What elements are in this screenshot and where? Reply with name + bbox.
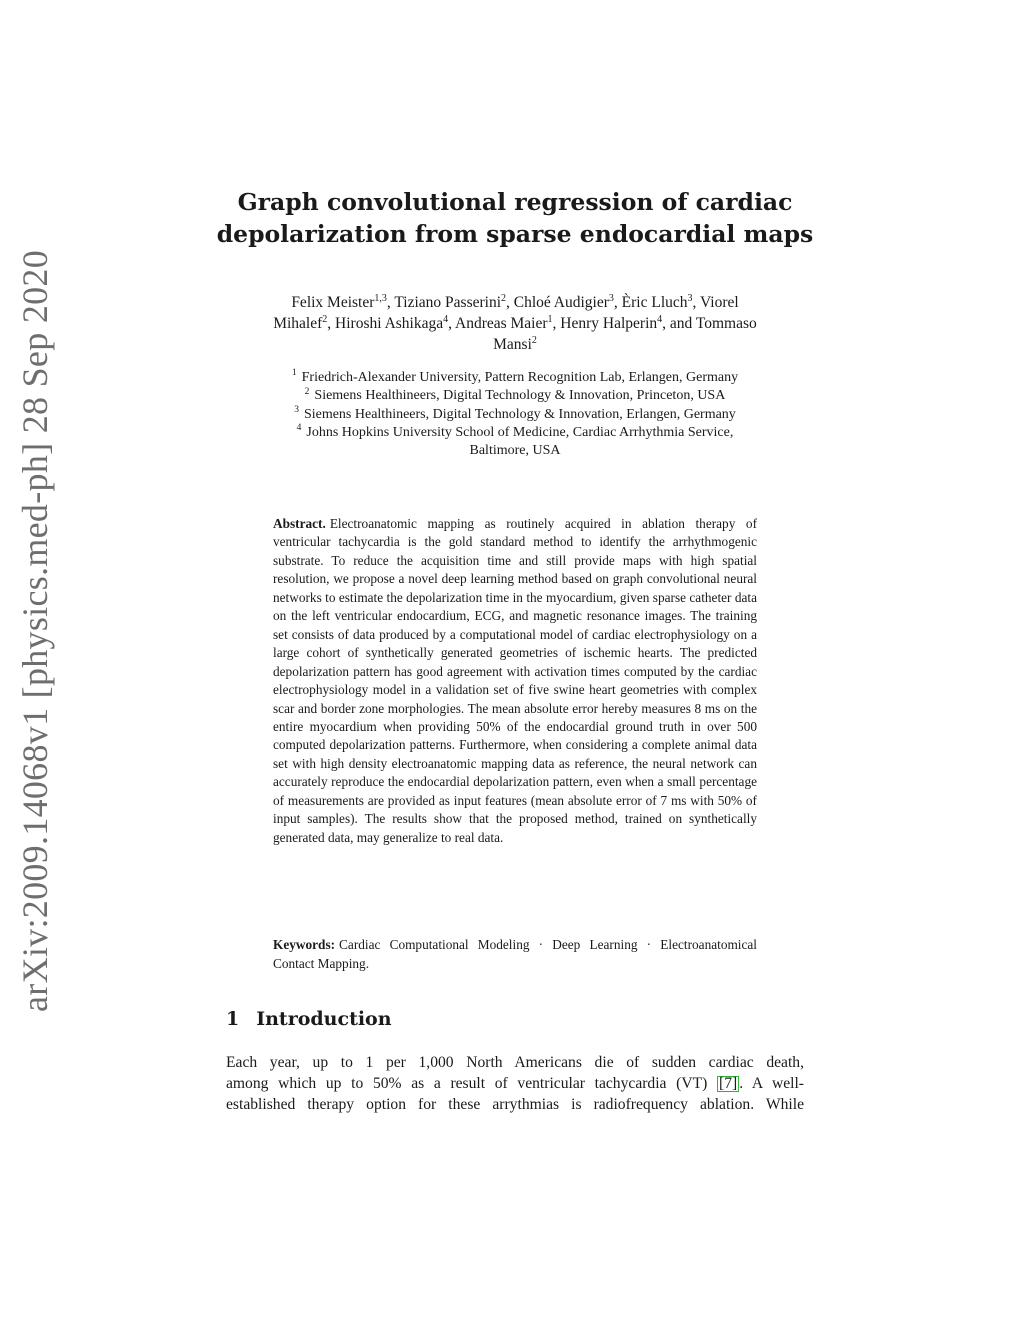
affiliation-list xyxy=(200,369,830,460)
author-name: , and Tommaso xyxy=(662,315,757,332)
author-name: , Tiziano Passerini xyxy=(386,294,502,311)
section-number: 1 xyxy=(226,1008,240,1030)
author-affil-mark: 3 xyxy=(608,292,614,304)
abstract-label: Abstract. xyxy=(273,516,326,531)
author-line xyxy=(200,313,830,334)
paper-title xyxy=(180,186,850,250)
body-line: established therapy option for these arrythmias is radiofrequency ablation. While xyxy=(226,1096,804,1113)
abstract xyxy=(273,515,757,847)
body-text: . A well- xyxy=(739,1075,805,1092)
affiliation-text: Johns Hopkins University School of Medicine, Cardiac Arrhythmia Service, xyxy=(306,424,734,440)
keywords xyxy=(273,936,757,973)
keywords-label: Keywords: xyxy=(273,937,336,952)
author-name: , Chloé Audigier xyxy=(506,294,609,311)
author-line xyxy=(200,334,830,355)
author-affil-mark: 4 xyxy=(657,313,663,325)
author-affil-mark: 1,3 xyxy=(374,292,387,304)
affiliation xyxy=(200,387,830,405)
section-heading xyxy=(226,1008,392,1030)
affiliation-text: Siemens Healthineers, Digital Technology & Innovation, Princeton, USA xyxy=(314,388,726,404)
author-name: , Henry Halperin xyxy=(552,315,658,332)
affiliation xyxy=(200,442,830,460)
affiliation-text: Friedrich-Alexander University, Pattern Recognition Lab, Erlangen, Germany xyxy=(301,370,739,385)
arxiv-identifier: arXiv:2009.14068v1 [physics.med-ph] 28 Sep 2020 xyxy=(15,249,55,1012)
author-list xyxy=(200,292,830,355)
author-name: , Viorel xyxy=(692,294,739,311)
author-affil-mark: 2 xyxy=(501,292,507,304)
body-line xyxy=(226,1073,804,1094)
affiliation-text: Baltimore, USA xyxy=(469,443,561,459)
author-affil-mark: 4 xyxy=(443,313,449,325)
affiliation-number: 2 xyxy=(304,386,310,397)
author-affil-mark: 2 xyxy=(322,313,328,325)
affiliation xyxy=(200,424,830,442)
author-name: , Èric Lluch xyxy=(613,294,688,311)
affiliation-text: Siemens Healthineers, Digital Technology & Innovation, Erlangen, Germany xyxy=(303,406,736,422)
author-name: Felix Meister xyxy=(291,294,375,311)
author-line xyxy=(200,292,830,313)
author-name: Mansi xyxy=(493,336,532,353)
affiliation-number: 3 xyxy=(294,404,299,415)
author-name: Mihalef xyxy=(273,315,323,332)
author-name: , Hiroshi Ashikaga xyxy=(327,315,444,332)
affiliation-number: 1 xyxy=(291,368,297,379)
affiliation xyxy=(200,369,830,387)
abstract-text: Electroanatomic mapping as routinely acquired in ablation therapy of ventricular tachycardia is the gold standard method to identify the arrhythmogenic substrate. To reduce the acquisition time and still provide maps with high spatial resolution, we propose a novel deep learning method based on graph convolutional neural networks to estimate the depolarization time in the myocardium, given sparse catheter data on the left ventricular endocardium, ECG, and magnetic resonance images. The training set consists of data produced by a computational model of cardiac electrophysiology on a large cohort of synthetically generated geometries of ischemic hearts. The predicted depolarization pattern has good agreement with activation times computed by the cardiac electrophysiology model in a validation set of five swine heart geometries with complex scar and border zone morphologies. The mean absolute error hereby measures 8 ms on the entire myocardium when providing 50% of the endocardial ground truth in over 500 computed depolarization patterns. Furthermore, when considering a complete animal data set with high density electroanatomic mapping data as reference, the neural network can accurately reproduce the endocardial depolarization pattern, even when a small percentage of measurements are provided as input features (mean absolute error of 7 ms with 50% of input samples). The results show that the proposed method, trained on synthetically generated data, may generalize to real data. xyxy=(273,516,757,845)
body-line: Each year, up to 1 per 1,000 North Americans die of sudden cardiac death, xyxy=(226,1054,804,1071)
section-title: Introduction xyxy=(256,1008,392,1030)
citation-link[interactable]: [7] xyxy=(719,1075,738,1092)
author-name: , Andreas Maier xyxy=(448,315,548,332)
keywords-text: Cardiac Computational Modeling · Deep Learning · Electroanatomical Contact Mapping. xyxy=(273,937,757,971)
affiliation xyxy=(200,406,830,424)
title-line: Graph convolutional regression of cardiac xyxy=(237,188,793,216)
title-line: depolarization from sparse endocardial maps xyxy=(216,220,814,248)
author-affil-mark: 3 xyxy=(687,292,693,304)
affiliation-number: 4 xyxy=(296,423,302,434)
body-text: among which up to 50% as a result of ventricular tachycardia (VT) xyxy=(226,1075,717,1092)
author-affil-mark: 2 xyxy=(531,334,537,346)
author-affil-mark: 1 xyxy=(547,313,553,325)
introduction-body xyxy=(226,1052,804,1115)
